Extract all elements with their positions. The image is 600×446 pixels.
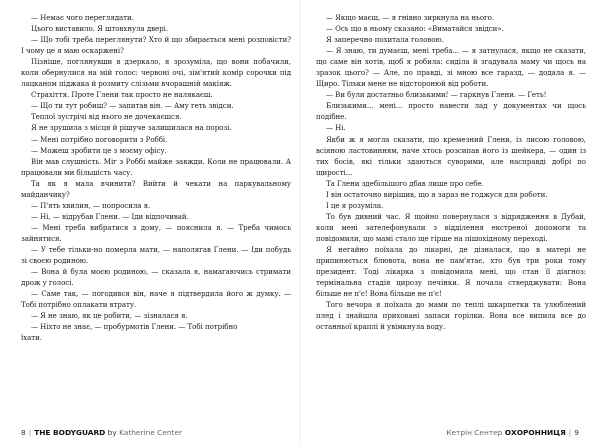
paragraph: Близькими... мені... просто навести лад у документах чи щось подібне. — [316, 101, 586, 122]
left-footer: 8 | THE BODYGUARD by Katherine Center — [21, 428, 183, 437]
paragraph: — Мені потрібно поговорити з Роббі. — [31, 134, 168, 144]
paragraph: — Ви були достатньо близькими! — гаркнув Глени. — Геть! — [326, 90, 547, 100]
paragraph: То був дивний час. Я щойно повернулася з відрядження в Дубай, коли мені зателефонували з відділення екстреної допомоги та повідомили, що мамі стало ще гірше на пішохідному переході. — [316, 211, 586, 243]
paragraph: І він остаточно вирішив, що я зараз не годжуся для роботи. — [326, 189, 548, 199]
paragraph: — Мені треба вибратися з дому, — пояснила я. — Треба чимось зайнятися. — [21, 222, 291, 243]
paragraph: Та Глени здебільшого дбав лише про себе. — [326, 178, 484, 188]
paragraph: Пізніше, поглянувши в дзеркало, я зрозуміла, що вони побачили, коли обернулися на мій голос: червоні очі, зім'ятий комір сорочки під лацканом піджака й розмиту слізьми вчорашній макіяж. — [21, 57, 291, 89]
book-gutter — [299, 0, 301, 446]
paragraph: Якби ж я могла сказати, що кремезний Глени, із лисою головою, всіяною ластовинням, наче хтось розсипав його із шейкера, — один із тих босів, які тільки здаються суворими, але насправді добрі по щирості... — [316, 134, 586, 177]
paragraph: Він мав слушність. Міг з Роббі майже завжди. Коли не працювали. А працювали ми більшість часу. — [21, 156, 291, 177]
page-number: 9 — [574, 428, 579, 437]
paragraph: Я не зрушила з місця й рішуче залишилася на порозі. — [31, 123, 232, 133]
paragraph: — Я не знаю, як це робити, — зізналася я. — [31, 311, 188, 321]
paragraph: Цього виставило. Я штовхнула двері. — [31, 24, 169, 34]
author-name: Katherine Center — [119, 428, 183, 437]
paragraph: — Ні, — відрубав Глени. — Іди відпочивай. — [31, 211, 189, 221]
paragraph: — Якщо маєш, — я гнівно зиркнула на нього. — [326, 13, 495, 22]
paragraph: — У тебе тільки-но померла мати, — наполягав Глени. — Іди побудь зі своєю родиною. — [21, 244, 291, 266]
paragraph: — П'ять хвилин, — попросила я. — [31, 200, 151, 210]
paragraph: — Ніхто не знає, — пробурмотів Глени. — Тобі потрібно — [31, 322, 238, 332]
paragraph: — Ні. — [326, 123, 346, 133]
paragraph: — Саме так, — погодився він, наче я підтвердила його ж думку. — Тобі потрібно оплакати втрату. — [21, 289, 291, 310]
page-number: 8 — [21, 428, 26, 437]
paragraph: Теплої зустрічі від нього не дочекаєшся. — [31, 112, 182, 122]
author-name: Кетрін Сентер — [446, 428, 503, 437]
paragraph: — Ось що в ньому сказано: «Виматайся звідси». — [326, 24, 504, 34]
paragraph: Я заперечно похитала головою. — [326, 35, 444, 45]
book-title: ОХОРОННИЦЯ — [504, 428, 566, 437]
paragraph: Страхіття. Проте Глени так просто не налякаєш. — [31, 90, 213, 100]
right-page — [316, 12, 586, 332]
by-text: by — [107, 428, 117, 437]
paragraph: — Що ти тут робиш? — запитав він. — Аму геть звідси. — [31, 101, 234, 111]
paragraph: І це я розуміла. — [326, 200, 384, 210]
left-page — [21, 12, 291, 343]
paragraph: Та як я мала вчинити? Вийти й чекати на паркувальному майданчику? — [21, 178, 291, 199]
paragraph: — Що тобі треба переглянути? Хто й що збирається мені розповісти? І чому це я маю оскаржені? — [21, 35, 291, 56]
paragraph: Я негайно поїхала до лікарні, де дізналася, що в матері не припиняється блювота, вона не пам'ятає, хто був три роки тому президент. Тоді лікарка з повідомила мені, що стан її діагноз: термінальна стадія цирозу печінки. Я почала стверджувати: Вона більше не п'є! Вона більше не п'є! — [316, 244, 586, 299]
paragraph: — Немає чого переглядати. — [31, 13, 134, 22]
book-title: THE BODYGUARD — [34, 428, 106, 437]
paragraph: — Вона й була моєю родиною, — сказала я, намагаючись стримати дрож у голосі. — [21, 267, 291, 288]
paragraph: їхати. — [21, 333, 42, 343]
paragraph: — Можеш зробити це з моєму офісу. — [31, 145, 167, 155]
right-footer: Кетрін Сентер ОХОРОННИЦЯ | 9 — [446, 428, 579, 437]
paragraph: — Я знаю, ти думаєш, мені треба... — я затнулася, якщо не сказати, що саме він хотів, щоб я робила: сиділа й згадувала маму чи щось на зразок цього? — Але, по правді, зі мною все гаразд, — додала я. — Щиро. Тільки мене не відсторонюй від роботи. — [316, 46, 586, 89]
paragraph: Того вечора я поїхала до мами по теплі шкарпетки та улюблений плед і знайшла приховані запаси горілки. Вона все випила все до останньої краплі й увімкнула воду. — [316, 300, 586, 332]
